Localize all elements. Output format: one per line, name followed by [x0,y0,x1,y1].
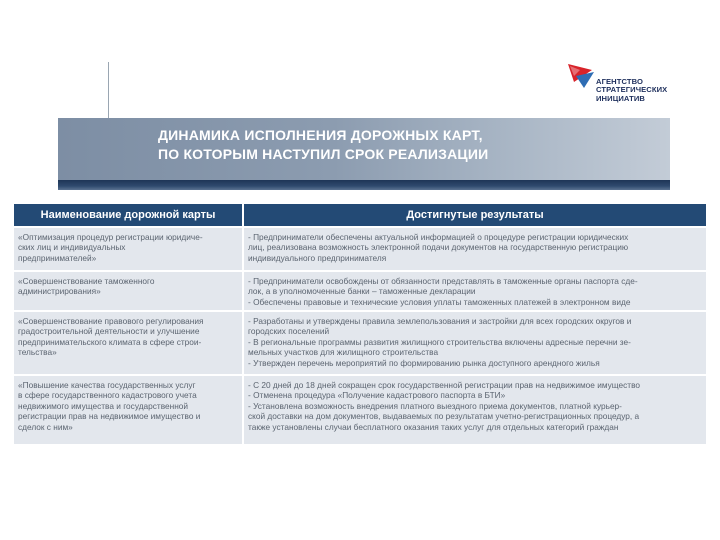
logo-text [596,78,667,103]
cell-line: - Установлена возможность внедрения платного выездного приема документов, платной курьер- [248,400,622,411]
cell-line: ской доставки на дом документов, выдаваемых по результатам учетно-регистрационных процедур, а [248,411,640,422]
cell-line: «Совершенствование таможенного [18,276,155,286]
title-banner [58,118,670,180]
roadmap-name-cell [14,272,242,310]
cell-line: предпринимательского климата в сфере строи- [18,336,202,347]
cell-line: «Оптимизация процедур регистрации юридиче- [18,232,203,242]
page-title-line: ДИНАМИКА ИСПОЛНЕНИЯ ДОРОЖНЫХ КАРТ, [158,127,483,143]
cell-line: - Отменена процедура «Получение кадастрового паспорта в БТИ» [248,390,506,401]
cell-line: лиц, реализована возможность электронной подачи документов на государственную регистрацию [248,242,629,253]
logo-line: СТРАТЕГИЧЕСКИХ [596,85,668,95]
cell-line: также установлены случаи бесплатного оказания таких услуг для отдельных категорий граждан [248,421,619,432]
logo [566,60,686,108]
cell-line: индивидуального предпринимателя [248,252,387,263]
column-header-name: Наименование дорожной карты [14,204,242,226]
table-header-row [14,204,706,226]
cell-line: ских лиц и индивидуальных [18,242,126,253]
cell-line: «Совершенствование правового регулирования [18,316,204,326]
logo-line: ИНИЦИАТИВ [596,93,645,103]
page-title-line: ПО КОТОРЫМ НАСТУПИЛ СРОК РЕАЛИЗАЦИИ [158,146,489,162]
roadmap-results-cell [244,312,706,374]
cell-line: - С 20 дней до 18 дней сокращен срок государственной регистрации прав на недвижимое имущество [248,380,641,390]
cell-line: мельных участков для жилищного строительства [248,347,439,358]
cell-line: - Предприниматели обеспечены актуальной информацией о процедуре регистрации юридических [248,232,629,242]
cell-line: городских поселений [248,326,330,337]
cell-line: - Обеспечены правовые и технические условия уплаты таможенных платежей в электронном виде [248,296,631,307]
cell-line: в сфере государственного кадастрового учета [18,390,197,401]
logo-line: АГЕНТСТВО [596,77,644,86]
table-row [14,312,706,374]
roadmap-name-cell [14,376,242,444]
cell-line: - Разработаны и утверждены правила землепользования и застройки для всех городских округов и [248,316,632,326]
roadmap-results-cell [244,228,706,270]
cell-line: предпринимателей» [18,252,97,263]
cell-line: недвижимого имущества и государственной [18,400,189,411]
cell-line: лок, а в уполномоченные банки – таможенные декларации [248,286,476,297]
cell-line: градостроительной деятельности и улучшение [18,326,200,337]
table-row [14,376,706,444]
column-header-results: Достигнутые результаты [244,204,706,226]
roadmap-name-cell [14,312,242,374]
page-title [158,126,628,164]
table-row [14,228,706,270]
logo-mark-icon [566,60,596,90]
cell-line: сделок с ним» [18,421,73,432]
cell-line: администрирования» [18,286,101,297]
roadmap-results-cell [244,376,706,444]
roadmap-results-cell [244,272,706,310]
cell-line: - Предприниматели освобождены от обязанности представлять в таможенные органы паспорта сде- [248,276,638,286]
cell-line: - В региональные программы развития жилищного строительства включены адресные перечни зе- [248,336,631,347]
cell-line: - Утвержден перечень мероприятий по формированию рынка доступного арендного жилья [248,357,600,368]
banner-underline [58,180,670,190]
cell-line: регистрации прав на недвижимое имущество и [18,411,201,422]
divider-line [108,62,109,120]
table-row [14,272,706,310]
roadmap-name-cell [14,228,242,270]
cell-line: «Повышение качества государственных услуг [18,380,196,390]
cell-line: тельства» [18,347,57,358]
roadmap-table [12,202,708,446]
